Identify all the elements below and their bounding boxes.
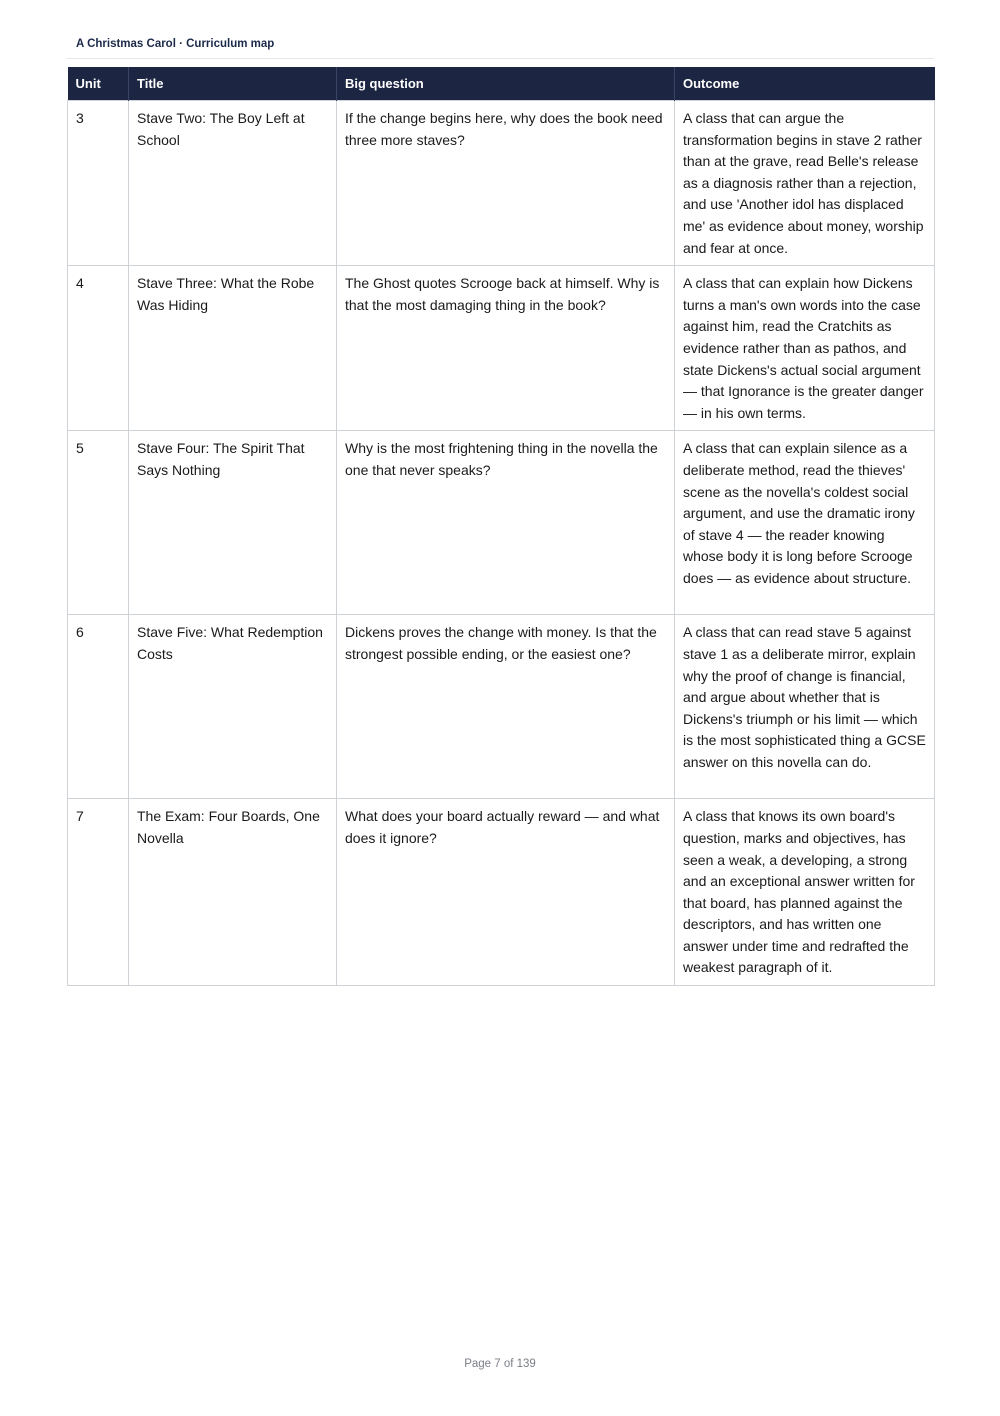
unit-cell: 4 bbox=[68, 266, 129, 431]
table-row bbox=[68, 799, 935, 986]
unit-cell: 6 bbox=[68, 615, 129, 799]
outcome-cell: A class that can read stave 5 against stave 1 as a deliberate mirror, explain why the proof of change is financial, and argue about whether that is Dickens's triumph or his limit — which is the most sophisticated thing a GCSE answer on this novella can do. bbox=[675, 615, 935, 799]
column-header-big-question: Big question bbox=[337, 67, 675, 101]
big-question-cell: Why is the most frightening thing in the novella the one that never speaks? bbox=[337, 431, 675, 615]
title-cell: Stave Five: What Redemption Costs bbox=[129, 615, 337, 799]
outcome-cell: A class that can explain silence as a deliberate method, read the thieves' scene as the novella's coldest social argument, and use the dramatic irony of stave 4 — the reader knowing whose body it is long before Scrooge does — as evidence about structure. bbox=[675, 431, 935, 615]
big-question-cell: The Ghost quotes Scrooge back at himself. Why is that the most damaging thing in the book? bbox=[337, 266, 675, 431]
table-header-row bbox=[68, 67, 935, 101]
curriculum-table bbox=[67, 67, 935, 986]
outcome-cell: A class that can explain how Dickens turns a man's own words into the case against him, read the Cratchits as evidence rather than as pathos, and state Dickens's actual social argument — that Ignorance is the greater danger — in his own terms. bbox=[675, 266, 935, 431]
title-cell: The Exam: Four Boards, One Novella bbox=[129, 799, 337, 986]
table-row bbox=[68, 266, 935, 431]
big-question-cell: What does your board actually reward — and what does it ignore? bbox=[337, 799, 675, 986]
title-cell: Stave Two: The Boy Left at School bbox=[129, 101, 337, 266]
column-header-outcome: Outcome bbox=[675, 67, 935, 101]
header-divider bbox=[67, 58, 934, 59]
unit-cell: 5 bbox=[68, 431, 129, 615]
title-cell: Stave Three: What the Robe Was Hiding bbox=[129, 266, 337, 431]
unit-cell: 7 bbox=[68, 799, 129, 986]
title-cell: Stave Four: The Spirit That Says Nothing bbox=[129, 431, 337, 615]
table-row bbox=[68, 431, 935, 615]
table-row bbox=[68, 101, 935, 266]
big-question-cell: If the change begins here, why does the book need three more staves? bbox=[337, 101, 675, 266]
page-number: Page 7 of 139 bbox=[464, 1358, 536, 1370]
big-question-cell: Dickens proves the change with money. Is that the strongest possible ending, or the easiest one? bbox=[337, 615, 675, 799]
table-row bbox=[68, 615, 935, 799]
unit-cell: 3 bbox=[68, 101, 129, 266]
outcome-cell: A class that can argue the transformation begins in stave 2 rather than at the grave, read Belle's release as a diagnosis rather than a rejection, and use 'Another idol has displaced me' as evidence about money, worship and fear at once. bbox=[675, 101, 935, 266]
column-header-title: Title bbox=[129, 67, 337, 101]
running-header: A Christmas Carol · Curriculum map bbox=[76, 38, 275, 50]
outcome-cell: A class that knows its own board's question, marks and objectives, has seen a weak, a developing, a strong and an exceptional answer written for that board, has planned against the descriptors, and has written one answer under time and redrafted the weakest paragraph of it. bbox=[675, 799, 935, 986]
column-header-unit: Unit bbox=[68, 67, 129, 101]
